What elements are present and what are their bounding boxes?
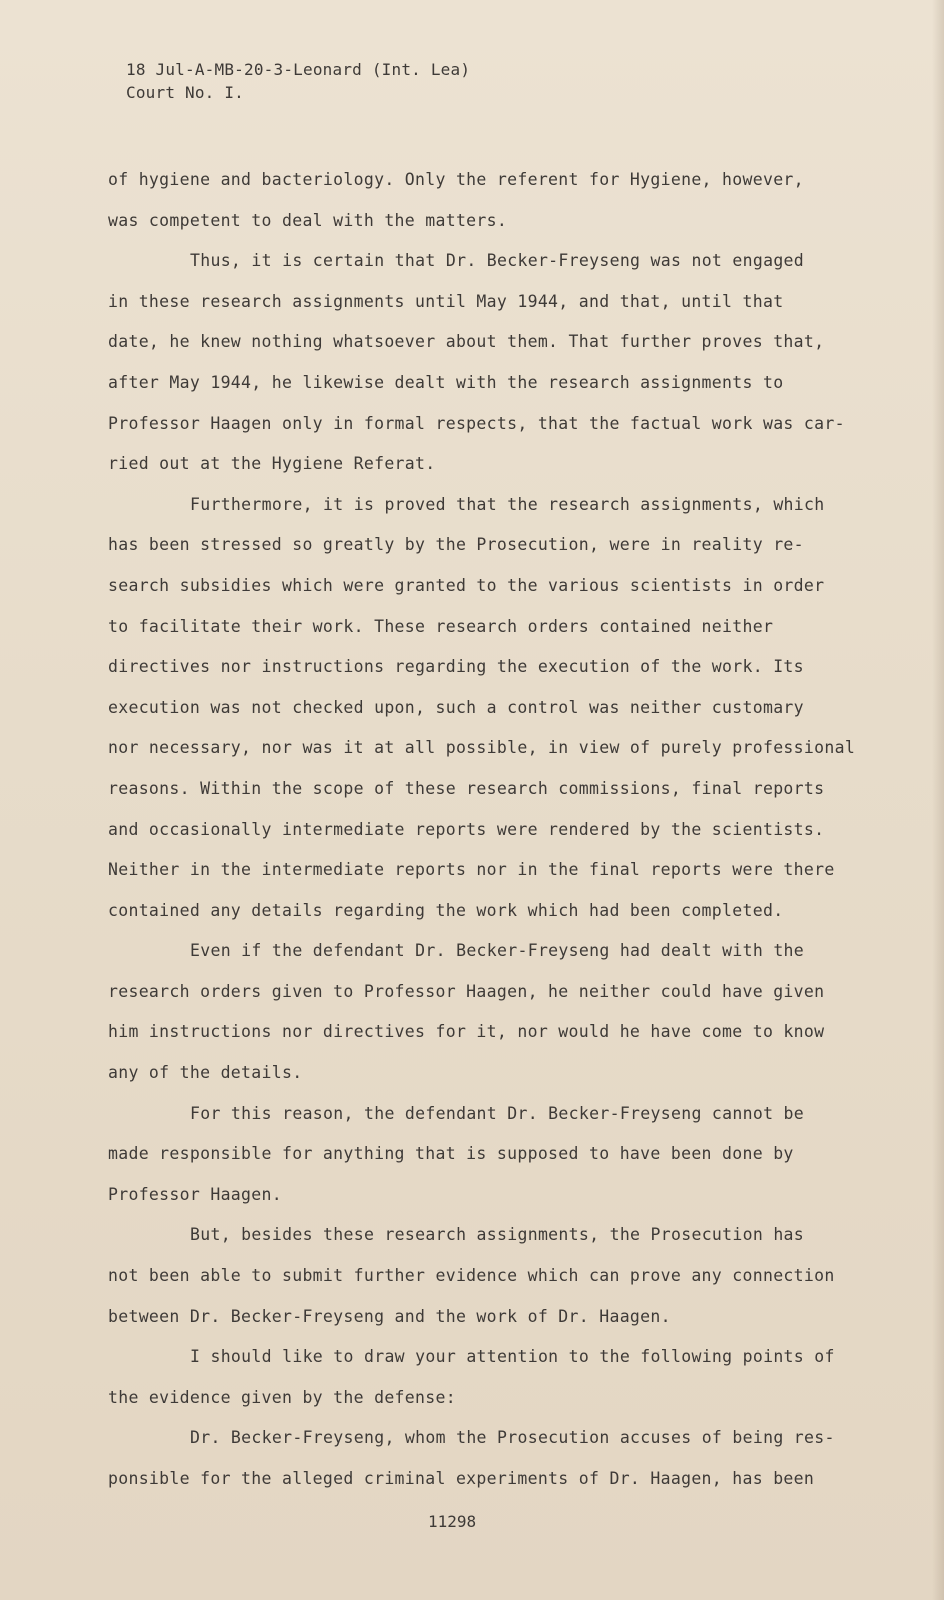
text-line: nor necessary, nor was it at all possible, in view of purely professional bbox=[108, 738, 856, 758]
text-line: not been able to submit further evidence which can prove any connection bbox=[108, 1266, 835, 1286]
text-line: reasons. Within the scope of these research commissions, final reports bbox=[108, 778, 825, 798]
text-line: was competent to deal with the matters. bbox=[108, 210, 508, 230]
text-line: after May 1944, he likewise dealt with the research assignments to bbox=[108, 372, 784, 392]
text-line: execution was not checked upon, such a control was neither customary bbox=[108, 697, 804, 717]
header-case-reference: 18 Jul-A-MB-20-3-Leonard (Int. Lea) bbox=[126, 60, 471, 79]
text-line: research orders given to Professor Haagen, he neither could have given bbox=[108, 981, 825, 1001]
text-line: ried out at the Hygiene Referat. bbox=[108, 454, 436, 474]
text-line: made responsible for anything that is supposed to have been done by bbox=[108, 1144, 794, 1164]
text-line: ponsible for the alleged criminal experiments of Dr. Haagen, has been bbox=[108, 1469, 815, 1488]
text-line: in these research assignments until May 1944, and that, until that bbox=[108, 291, 784, 311]
text-line: and occasionally intermediate reports were rendered by the scientists. bbox=[108, 819, 825, 839]
paragraph-start-line: Furthermore, it is proved that the research assignments, which bbox=[190, 494, 825, 514]
paragraph-start-line: I should like to draw your attention to the following points of bbox=[190, 1347, 835, 1367]
page-edge-shadow bbox=[932, 0, 944, 1600]
text-line: Professor Haagen only in formal respects, that the factual work was car- bbox=[108, 413, 845, 433]
paragraph-start-line: For this reason, the defendant Dr. Becker-Freyseng cannot be bbox=[190, 1103, 805, 1123]
text-line: any of the details. bbox=[108, 1063, 303, 1083]
document-body bbox=[108, 160, 868, 1500]
text-line: has been stressed so greatly by the Prosecution, were in reality re- bbox=[108, 535, 804, 555]
text-line: between Dr. Becker-Freyseng and the work of Dr. Haagen. bbox=[108, 1306, 671, 1326]
text-line: him instructions nor directives for it, nor would he have come to know bbox=[108, 1022, 825, 1042]
paragraph-start-line: But, besides these research assignments, the Prosecution has bbox=[190, 1225, 805, 1245]
text-line: directives nor instructions regarding the execution of the work. Its bbox=[108, 657, 804, 677]
paragraph-start-line: Dr. Becker-Freyseng, whom the Prosecution accuses of being res- bbox=[190, 1428, 835, 1448]
text-line: Professor Haagen. bbox=[108, 1184, 282, 1204]
document-header bbox=[126, 58, 470, 104]
header-court-number: Court No. I. bbox=[126, 83, 244, 102]
text-line: search subsidies which were granted to the various scientists in order bbox=[108, 575, 825, 595]
text-line: the evidence given by the defense: bbox=[108, 1387, 456, 1407]
text-line: to facilitate their work. These research orders contained neither bbox=[108, 616, 774, 636]
page-number: 11298 bbox=[428, 1512, 477, 1531]
paragraph-start-line: Thus, it is certain that Dr. Becker-Freyseng was not engaged bbox=[190, 251, 805, 271]
text-line: Neither in the intermediate reports nor in the final reports were there bbox=[108, 860, 835, 880]
text-line: contained any details regarding the work which had been completed. bbox=[108, 900, 784, 920]
paragraph-start-line: Even if the defendant Dr. Becker-Freyseng had dealt with the bbox=[190, 941, 805, 961]
text-line: date, he knew nothing whatsoever about them. That further proves that, bbox=[108, 332, 825, 352]
text-line: of hygiene and bacteriology. Only the referent for Hygiene, however, bbox=[108, 170, 804, 189]
